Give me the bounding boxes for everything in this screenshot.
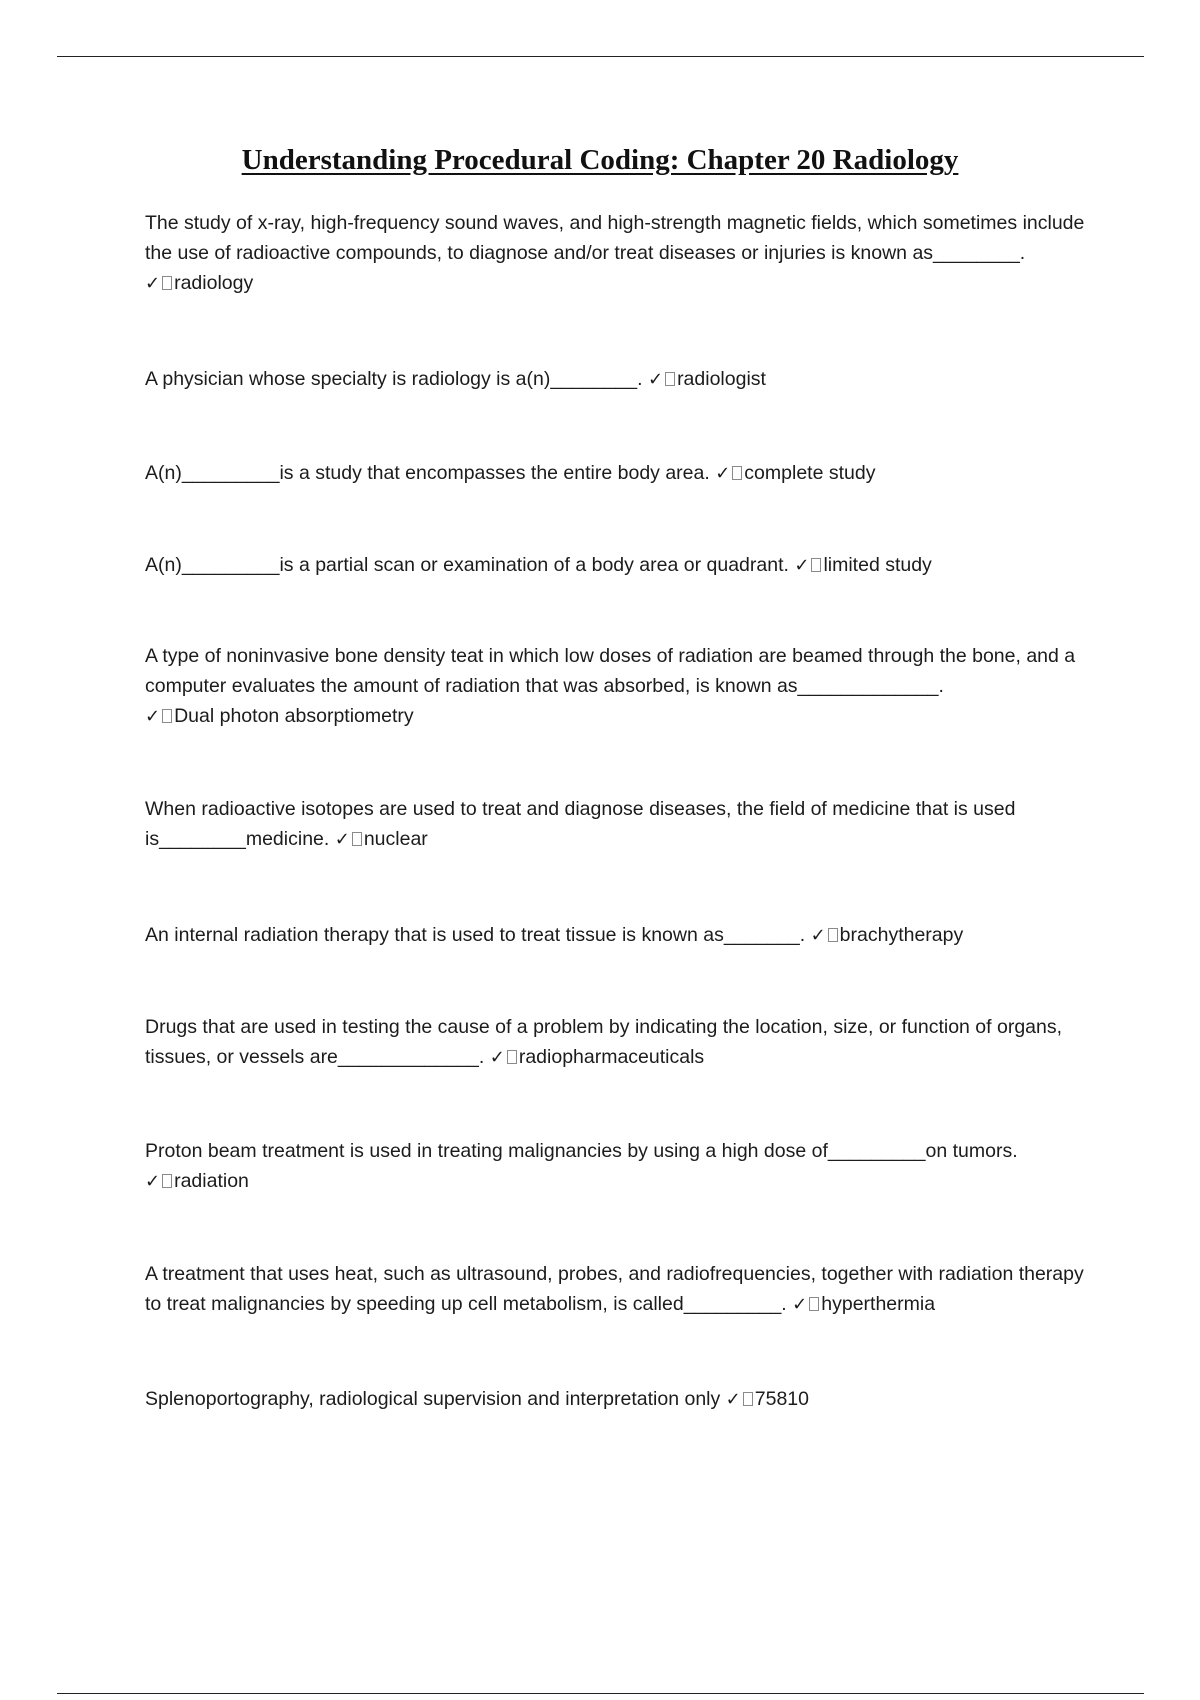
answer-text: radiology	[174, 272, 254, 294]
answer-text: limited study	[823, 554, 932, 576]
question-text: A type of noninvasive bone density teat in which low doses of radiation are beamed through the bone, and a computer evaluates the amount of radiation that was absorbed, is known as_____________.	[145, 645, 1076, 697]
box-icon	[811, 558, 821, 572]
bottom-rule	[57, 1693, 1144, 1694]
answer-tag	[145, 1170, 249, 1192]
answer-tag	[794, 554, 931, 576]
box-icon	[828, 928, 838, 942]
answer-tag	[726, 1388, 809, 1410]
box-icon	[743, 1392, 753, 1406]
check-icon: ✓	[715, 463, 731, 484]
answer-tag	[648, 368, 766, 390]
answer-tag	[335, 828, 428, 850]
qa-item	[145, 641, 1085, 732]
answer-text: radiopharmaceuticals	[518, 1046, 705, 1068]
check-icon: ✓	[145, 706, 161, 727]
question-text: A physician whose specialty is radiology is a(n)________.	[145, 368, 643, 390]
question-text: A(n)_________is a study that encompasses the entire body area.	[145, 462, 710, 484]
box-icon	[809, 1297, 819, 1311]
qa-item	[145, 920, 1085, 951]
answer-tag	[811, 924, 964, 946]
answer-text: hyperthermia	[821, 1293, 936, 1315]
question-text: A(n)_________is a partial scan or examination of a body area or quadrant.	[145, 554, 789, 576]
check-icon: ✓	[334, 829, 350, 850]
answer-tag	[145, 705, 414, 727]
answer-text: brachytherapy	[839, 924, 964, 946]
box-icon	[162, 709, 172, 723]
question-text: Proton beam treatment is used in treating malignancies by using a high dose of_________on tumors.	[145, 1140, 1018, 1162]
qa-item	[145, 1384, 1085, 1415]
page-title: Understanding Procedural Coding: Chapter 20 Radiology	[241, 144, 959, 176]
question-text: Drugs that are used in testing the cause of a problem by indicating the location, size, or function of organs, tissues, or vessels are_____________.	[145, 1016, 1063, 1068]
question-text: The study of x-ray, high-frequency sound waves, and high-strength magnetic fields, which sometimes include the use of radioactive compounds, to diagnose and/or treat diseases or injuries is known as________.	[145, 212, 1085, 264]
question-text: When radioactive isotopes are used to treat and diagnose diseases, the field of medicine that is used is________medicine.	[145, 798, 1016, 850]
answer-text: nuclear	[363, 828, 428, 850]
question-text: An internal radiation therapy that is used to treat tissue is known as_______.	[145, 924, 806, 946]
qa-item	[145, 794, 1085, 855]
qa-item	[145, 1136, 1085, 1197]
box-icon	[732, 466, 742, 480]
check-icon: ✓	[725, 1389, 741, 1410]
qa-item	[145, 550, 1085, 581]
check-icon: ✓	[810, 925, 826, 946]
qa-item	[145, 1259, 1085, 1320]
answer-text: 75810	[754, 1388, 809, 1410]
answer-tag	[715, 462, 875, 484]
box-icon	[352, 832, 362, 846]
box-icon	[665, 372, 675, 386]
check-icon: ✓	[794, 555, 810, 576]
qa-item	[145, 458, 1085, 489]
box-icon	[162, 276, 172, 290]
answer-text: radiologist	[677, 368, 766, 390]
answer-text: Dual photon absorptiometry	[174, 705, 414, 727]
answer-text: radiation	[174, 1170, 249, 1192]
question-text: A treatment that uses heat, such as ultrasound, probes, and radiofrequencies, together with radiation therapy to treat malignancies by speeding up cell metabolism, is called_________.	[145, 1263, 1084, 1315]
box-icon	[507, 1050, 517, 1064]
qa-item	[145, 364, 1085, 395]
check-icon: ✓	[145, 1171, 161, 1192]
answer-text: complete study	[744, 462, 876, 484]
box-icon	[162, 1174, 172, 1188]
question-text: Splenoportography, radiological supervision and interpretation only	[145, 1388, 721, 1410]
answer-tag	[490, 1046, 704, 1068]
check-icon: ✓	[145, 273, 161, 294]
check-icon: ✓	[489, 1047, 505, 1068]
check-icon: ✓	[647, 369, 664, 390]
answer-tag	[792, 1293, 935, 1315]
top-rule	[57, 56, 1144, 57]
check-icon: ✓	[792, 1294, 808, 1315]
qa-item	[145, 1012, 1085, 1073]
answer-tag	[145, 272, 253, 294]
qa-item	[145, 208, 1085, 299]
